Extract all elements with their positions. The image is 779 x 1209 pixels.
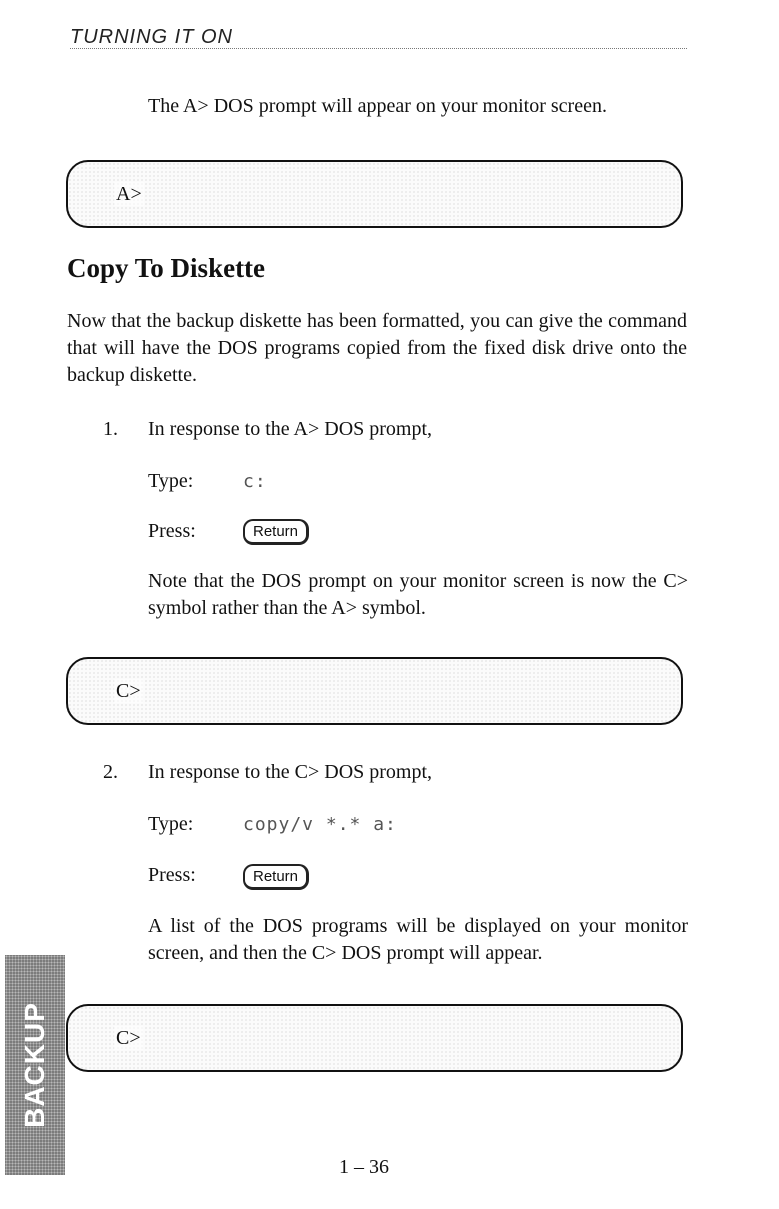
step-1-return-key: Return — [243, 519, 309, 545]
step-1-type-label: Type: — [148, 470, 194, 492]
step-1-type-value: c: — [243, 471, 267, 492]
section-paragraph: Now that the backup diskette has been formatted, you can give the command that will have the DOS programs copied from the fixed disk drive onto the backup diskette. — [67, 310, 687, 386]
step-2-number: 2. — [103, 761, 118, 783]
step-2-note: A list of the DOS programs will be displayed on your monitor screen, and then the C> DOS prompt will appear. — [148, 915, 688, 964]
screen-prompt-a: A> — [116, 183, 142, 205]
step-2-type-value: copy/v *.* a: — [243, 814, 397, 835]
step-2-type-label: Type: — [148, 813, 194, 835]
page-number: 1 – 36 — [339, 1156, 389, 1178]
intro-text: The A> DOS prompt will appear on your monitor screen. — [148, 95, 607, 117]
step-1-note: Note that the DOS prompt on your monitor screen is now the C> symbol rather than the A> symbol. — [148, 570, 688, 619]
screen-prompt-c-2: C> — [116, 1027, 141, 1049]
running-head: TURNING IT ON — [70, 26, 687, 49]
step-1-number: 1. — [103, 418, 118, 440]
section-side-tab — [5, 955, 65, 1175]
step-1-instruction: In response to the A> DOS prompt, — [148, 418, 433, 440]
side-tab-label: BACKUP — [19, 1002, 50, 1128]
screen-prompt-c-1: C> — [116, 680, 141, 702]
step-2-press-label: Press: — [148, 864, 196, 886]
monitor-screen-a — [66, 160, 683, 228]
step-2-instruction: In response to the C> DOS prompt, — [148, 761, 433, 783]
section-heading: Copy To Diskette — [67, 253, 266, 283]
step-2-return-key: Return — [243, 864, 309, 890]
monitor-screen-c-1 — [66, 657, 683, 725]
monitor-screen-c-2 — [66, 1004, 683, 1072]
step-1-press-label: Press: — [148, 520, 196, 542]
